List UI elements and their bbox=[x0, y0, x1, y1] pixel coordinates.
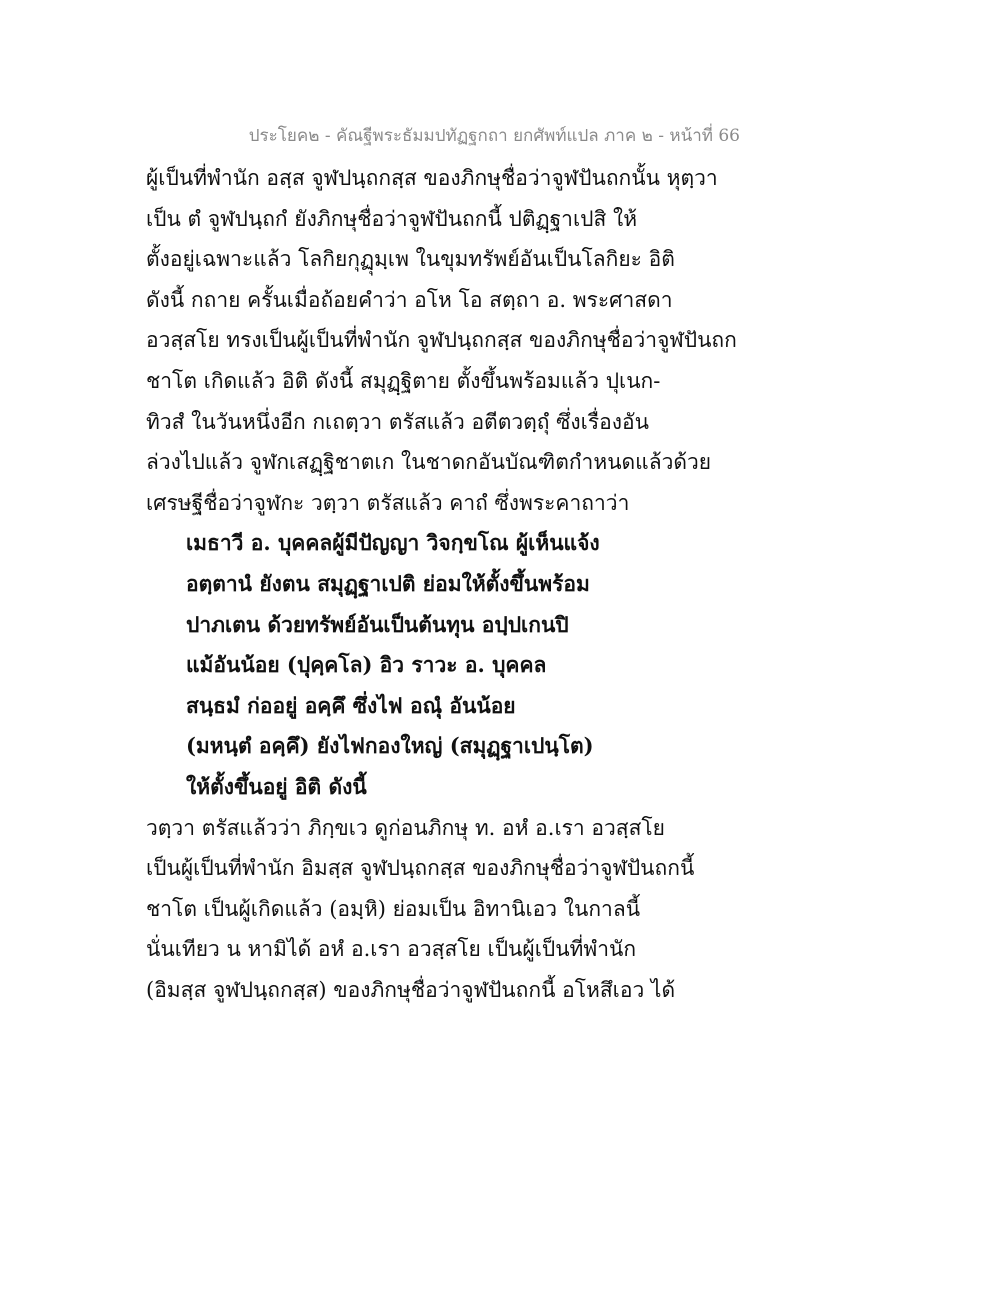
text-line: เป็น ตํ จูฬปนฺถกํ ยังภิกษุชื่อว่าจูฬปันถกนี้ ปติฏฺฐาเปสิ ให้ bbox=[146, 206, 638, 231]
text-line: นั่นเทียว น หามิได้ อหํ อ.เรา อวสฺสโย เป็นผู้เป็นที่พำนัก bbox=[146, 937, 637, 962]
verse-line: อตฺตานํ ยังตน สมุฏฺฐาเปติ ย่อมให้ตั้งขึ้นพร้อม bbox=[186, 570, 590, 596]
text-line: เศรษฐีชื่อว่าจูฬกะ วตฺวา ตรัสแล้ว คาถํ ซึ่งพระคาถาว่า bbox=[146, 490, 630, 515]
verse-line: สนฺธมํ ก่ออยู่ อคฺคึ ซึ่งไฟ อณุํ อันน้อย bbox=[186, 692, 516, 718]
verse-line: แม้อันน้อย (ปุคฺคโล) อิว ราวะ อ. บุคคล bbox=[186, 652, 547, 678]
text-line: ชาโต เป็นผู้เกิดแล้ว (อมฺหิ) ย่อมเป็น อิทานิเอว ในกาลนี้ bbox=[146, 896, 641, 921]
verse-line: (มหนฺตํ อคฺคึ) ยังไฟกองใหญ่ (สมุฏฺฐาเปนฺโต) bbox=[186, 733, 594, 759]
text-line: ผู้เป็นที่พำนัก อสฺส จูฬปนฺถกสฺส ของภิกษุชื่อว่าจูฬปันถกนั้น หุตฺวา bbox=[146, 166, 718, 190]
running-header: ประโยค๒ - คัณฐีพระธัมมปทัฏฐกถา ยกศัพท์แปล ภาค ๒ - หน้าที่ 66 bbox=[248, 126, 740, 146]
verse-block bbox=[146, 523, 866, 807]
verse-line: ปาภเตน ด้วยทรัพย์อันเป็นต้นทุน อปฺปเกนปิ bbox=[186, 611, 569, 637]
paragraph-2 bbox=[146, 808, 866, 1011]
text-line: ทิวสํ ในวันหนึ่งอีก กเถตฺวา ตรัสแล้ว อตีตวตฺถุํ ซึ่งเรื่องอัน bbox=[146, 409, 649, 434]
text-line: ชาโต เกิดแล้ว อิติ ดังนี้ สมุฏฺฐิตาย ตั้งขึ้นพร้อมแล้ว ปุเนก- bbox=[146, 368, 661, 393]
text-line: (อิมสฺส จูฬปนฺถกสฺส) ของภิกษุชื่อว่าจูฬปันถกนี้ อโหสึเอว ได้ bbox=[146, 977, 676, 1002]
text-line: วตฺวา ตรัสแล้วว่า ภิกฺขเว ดูก่อนภิกษุ ท. อหํ อ.เรา อวสฺสโย bbox=[146, 815, 665, 840]
text-line: ล่วงไปแล้ว จูฬกเสฏฺฐิชาตเก ในชาดกอันบัณฑิตกำหนดแล้วด้วย bbox=[146, 450, 712, 475]
verse-line: ให้ตั้งขึ้นอยู่ อิติ ดังนี้ bbox=[186, 773, 367, 799]
text-line: ตั้งอยู่เฉพาะแล้ว โลกิยกุฏุมฺเพ ในขุมทรัพย์อันเป็นโลกิยะ อิติ bbox=[146, 247, 675, 272]
text-line: ดังนี้ กถาย ครั้นเมื่อถ้อยคำว่า อโห โอ สตฺถา อ. พระศาสดา bbox=[146, 287, 673, 312]
text-line: อวสฺสโย ทรงเป็นผู้เป็นที่พำนัก จูฬปนฺถกสฺส ของภิกษุชื่อว่าจูฬปันถก bbox=[146, 328, 737, 353]
text-line: เป็นผู้เป็นที่พำนัก อิมสฺส จูฬปนฺถกสฺส ของภิกษุชื่อว่าจูฬปันถกนี้ bbox=[146, 856, 695, 881]
verse-line: เมธาวี อ. บุคคลผู้มีปัญญา วิจกฺขโณ ผู้เห็นแจ้ง bbox=[186, 530, 600, 556]
paragraph-1 bbox=[146, 158, 866, 523]
body-text bbox=[146, 158, 866, 1010]
